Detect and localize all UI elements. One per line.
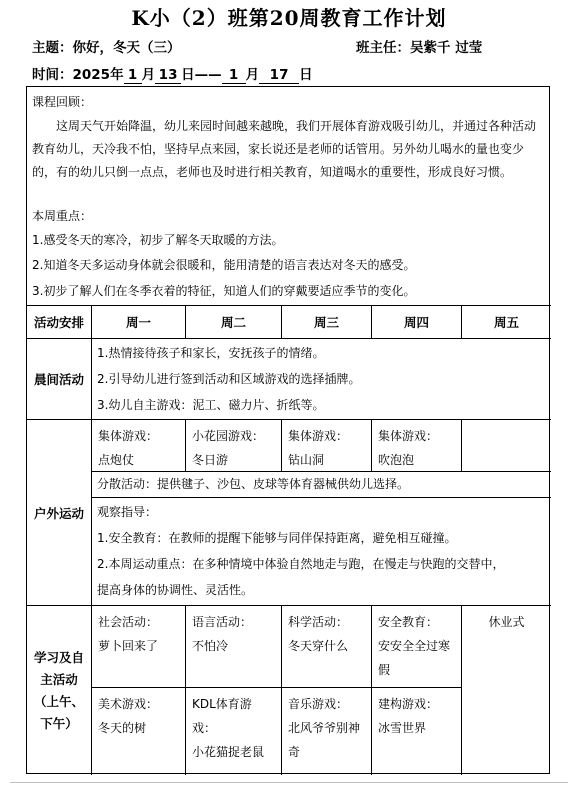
activity-type: 语言活动： (192, 615, 253, 629)
activity-type: 音乐游戏： (288, 697, 349, 711)
game-type: 集体游戏： (98, 429, 159, 443)
guide-item: 2.本周运动重点：在多种情境中体验自然地走与跑，在慢走与快跑的交替中， (97, 557, 505, 571)
game-name: 吹泡泡 (378, 453, 415, 467)
activity-name: 萝卜回来了 (98, 639, 159, 653)
page-title: K小（2）班第20周教育工作计划 (131, 6, 447, 30)
outdoor-free-text: 分散活动：提供毽子、沙包、皮球等体育器械供幼儿选择。 (97, 477, 410, 491)
page-footer-line (10, 782, 568, 783)
outdoor-game-tue (185, 419, 281, 471)
review-text: 这周天气开始降温，幼儿来园时间越来越晚，我们开展体育游戏吸引幼儿，并通过各种活动教育幼儿，天冷我不怕，坚持早点来园，家长说还是老师的话管用。另外幼儿喝水的量也变少的，有的幼儿只倒一点点，老师也及时进行相关教育，知道喝水的重要性，形成良好习惯。 (32, 119, 537, 179)
focus-item: 3.初步了解人们在冬季衣着的特征，知道人们的穿戴要适应季节的变化。 (32, 284, 416, 298)
activity-name: 北风爷爷别神奇 (288, 721, 361, 759)
study-mon-2 (91, 687, 185, 775)
study-tue-1 (185, 605, 281, 687)
study-thu-1 (371, 605, 461, 687)
header-activity: 活动安排 (27, 305, 91, 338)
activity-name: 小花猫捉老鼠 (192, 745, 265, 759)
activity-type: KDL体育游戏： (192, 697, 252, 735)
morning-content (91, 338, 551, 419)
activity-name: 冬天的树 (98, 721, 147, 735)
activity-type: 美术游戏： (98, 697, 159, 711)
activity-name: 安安全全过寒假 (378, 639, 451, 677)
focus-item: 1.感受冬天的寒冷，初步了解冬天取暖的方法。 (32, 233, 284, 247)
game-type: 小花园游戏： (192, 429, 265, 443)
study-tue-2 (185, 687, 281, 775)
activity-name: 冬天穿什么 (288, 639, 349, 653)
outdoor-free (91, 471, 551, 497)
focus-item: 2.知道冬天多运动身体就会很暖和，能用清楚的语言表达对冬天的感受。 (32, 258, 416, 272)
outdoor-game-thu (371, 419, 461, 471)
activity-type: 科学活动： (288, 615, 349, 629)
plan-table (26, 86, 550, 774)
game-name: 冬日游 (192, 453, 229, 467)
morning-item: 3.幼儿自主游戏：泥工、磁力片、折纸等。 (97, 398, 325, 412)
game-type: 集体游戏： (378, 429, 439, 443)
game-type: 集体游戏： (288, 429, 349, 443)
header-tue: 周二 (185, 305, 281, 338)
guide-item: 1.安全教育：在教师的提醒下能够与同伴保持距离，避免相互碰撞。 (97, 531, 457, 545)
header-mon: 周一 (91, 305, 185, 338)
study-wed-1 (281, 605, 371, 687)
guide-item: 提高身体的协调性、灵活性。 (97, 583, 254, 597)
morning-item: 1.热情接待孩子和家长，安抚孩子的情绪。 (97, 346, 325, 360)
morning-label: 晨间活动 (27, 338, 91, 419)
review-title: 课程回顾： (32, 95, 93, 109)
activity-type: 社会活动： (98, 615, 159, 629)
outdoor-guide (91, 497, 551, 605)
date-range: 时间：2025年 1 月 13 日—— 1 月 17 日 (32, 67, 313, 83)
study-fri (461, 605, 551, 775)
outdoor-label: 户外运动 (27, 419, 91, 605)
theme-label: 主题：你好，冬天（三） (32, 40, 181, 56)
activity-type: 建构游戏： (378, 697, 439, 711)
header-thu: 周四 (371, 305, 461, 338)
outdoor-game-mon (91, 419, 185, 471)
game-name: 钻山洞 (288, 453, 325, 467)
guide-title: 观察指导： (97, 505, 158, 519)
outdoor-game-wed (281, 419, 371, 471)
activity-type: 安全教育： (378, 615, 439, 629)
teacher-label: 班主任：吴紫千 过莹 (356, 40, 483, 56)
study-thu-2 (371, 687, 461, 775)
morning-item: 2.引导幼儿进行签到活动和区域游戏的选择插牌。 (97, 372, 361, 386)
focus-title: 本周重点： (32, 209, 93, 223)
activity-name: 冰雪世界 (378, 721, 427, 735)
activity-type: 休业式 (488, 615, 525, 629)
header-fri: 周五 (461, 305, 551, 338)
study-label: 学习及自主活动（上午、下午） (27, 605, 91, 775)
study-wed-2 (281, 687, 371, 775)
game-name: 点炮仗 (98, 453, 135, 467)
header-wed: 周三 (281, 305, 371, 338)
study-mon-1 (91, 605, 185, 687)
activity-name: 不怕冷 (192, 639, 229, 653)
outdoor-game-fri (461, 419, 551, 471)
